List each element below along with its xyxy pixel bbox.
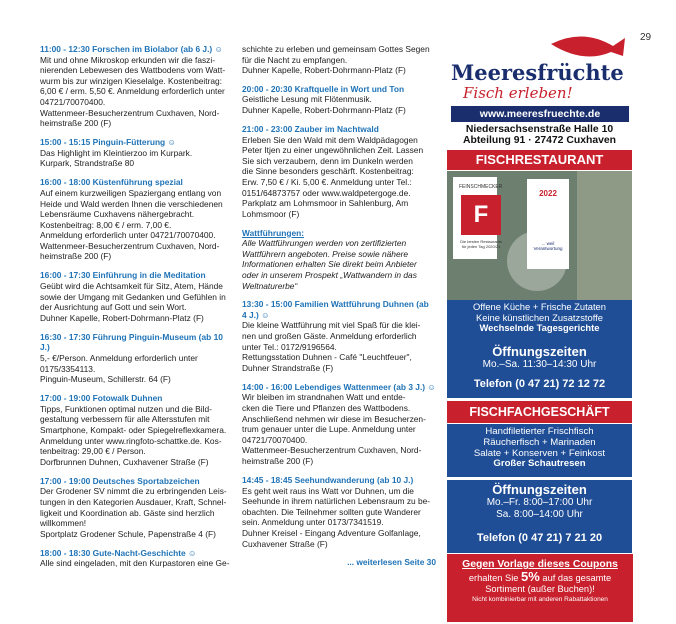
event-entry: [40, 270, 230, 323]
shop-line: Räucherfisch + Marinaden: [483, 436, 596, 448]
hours-line: Sa. 8:00–14:00 Uhr: [496, 509, 583, 520]
fish-icon: [551, 36, 625, 56]
discount-coupon: [447, 554, 633, 622]
shop-features: [447, 424, 632, 477]
coupon-pre: erhalten Sie: [468, 573, 519, 583]
event-title: 14:45 - 18:45 Seehundwanderung (ab 10 J.): [242, 474, 414, 485]
event-title: 18:00 - 18:30 Gute-Nacht-Geschichte ☺: [40, 547, 197, 558]
event-entry: [40, 393, 230, 467]
event-title: 15:00 - 15:15 Pinguin-Fütterung ☺: [40, 137, 177, 148]
event-description: Es geht weit raus ins Watt vor Duhnen, um die Seehunde in ihrem natürlichen Lebensraum zu be- obachten. Die Teilnehmer sollten gute Wanderer sein. Anmeldung unter 0173/7341519. Duhner Kreisel - Eingang Adventure Golfanlage, Cuxhavener Straße (F): [242, 485, 431, 549]
event-title: 16:30 - 17:30 Führung Pinguin-Museum (ab 10 J.): [40, 331, 223, 353]
event-title: 13:30 - 15:00 Familien Wattführung Duhnen (ab 4 J.) ☺: [242, 299, 429, 320]
event-description: Mit und ohne Mikroskop erkunden wir die faszi- nierenden Lebewesen des Wattbodens vom Watt- wurm bis zur winzigen Kieselalge. Kostenbeitrag: 6,00 € / erm. 5,50 €. Anmeldung erforderlich unter 04721/70070400. Wattenmeer-Besucherzentrum Cuxhaven, Nord- heimstraße 200 (F): [40, 54, 226, 129]
event-title: 21:00 - 23:00 Zauber im Nachtwald: [242, 123, 379, 134]
shop-hours: [447, 480, 632, 553]
event-entry: [40, 476, 230, 540]
event-description: Alle sind eingeladen, mit den Kurpastoren eine Ge-: [40, 558, 230, 569]
coupon-line-2: Sortiment (außer Buchen)!: [485, 584, 595, 594]
hours-heading: Öffnungszeiten: [492, 344, 587, 359]
event-description: Tipps, Funktionen optimal nutzen und die Bild- gestaltung verbessern für alle Altersstufen mit Smartphone, Kompakt- oder Spiegelreflexkamera. Anmeldung unter www.ringfoto-schattke.de. Kos- tenbeitrag: 29,00 € / Person. Dorfbrunnen Duhnen, Cuxhavener Straße (F): [40, 403, 227, 467]
event-title: 14:00 - 16:00 Lebendiges Wattenmeer (ab 3 J.) ☺: [242, 381, 436, 392]
feinschmecker-f-icon: F: [461, 195, 501, 235]
event-entry: [40, 548, 230, 569]
watt-section-intro: Alle Wattführungen werden von zertifizierten Wattführern angeboten. Preise sowie nähere Informationen erhalten Sie direkt beim Anbieter oder in unserem Prospekt „Wattwandern in das Weltnaturerbe“: [242, 238, 417, 291]
coupon-post: auf das gesamte: [542, 573, 612, 583]
event-description: Auf einem kurzweiligen Spaziergang entlang von Heide und Wald werden Ihnen die verschiedenen Lebensräume Cuxhavens nähergebracht. Kostenbeitrag: 8,00 € / erm. 7,00 €. Anmeldung erforderlich unter 04721/70070400. Wattenmeer-Besucherzentrum Cuxhaven, Nord- heimstraße 200 (F): [40, 187, 223, 262]
plant-shape: [577, 171, 632, 300]
address-line-1: Niedersachsenstraße Halle 10: [465, 124, 614, 135]
award-badge: [527, 179, 569, 269]
shop-line: Handfiletierter Frischfisch: [485, 426, 594, 437]
event-entry: [242, 124, 436, 219]
feinschmecker-label: FEINSCHMECKER: [459, 184, 503, 190]
coupon-heading: Gegen Vorlage dieses Coupons: [462, 559, 618, 570]
hours-line: Mo.–Fr. 8:00–17:00 Uhr: [486, 497, 593, 508]
event-entry: [40, 137, 230, 169]
restaurant-hours: [447, 342, 632, 398]
event-description: Geübt wird die Achtsamkeit für Sitz, Atem, Hände sowie der Umgang mit Gedanken und Gefühlen in der Ausrichtung auf Gott und sein Wort. Duhner Kapelle, Robert-Dohrmann-Platz (F): [40, 281, 226, 323]
feature-line: Keine künstlichen Zusatzstoffe: [476, 311, 603, 323]
event-description: Der Grodener SV nimmt die zu erbringenden Leis- tungen in den Kategorien Ausdauer, Kraft, Schnel- ligkeit und Koordination ab. Gäste sind herzlich willkommen! Sportplatz Grodener Schule, Papenstraße 4 (F): [40, 486, 227, 539]
coupon-fineprint: Nicht kombinierbar mit anderen Rabattaktionen: [472, 596, 608, 603]
event-title: 11:00 - 12:30 Forschen im Biolabor (ab 6 J.) ☺: [40, 44, 224, 54]
watt-section-heading: Wattführungen:: [242, 227, 305, 238]
continue-reading-link[interactable]: ... weiterlesen Seite 30: [347, 557, 436, 568]
event-entry: [40, 177, 230, 262]
events-column-1: [40, 44, 230, 577]
feinschmecker-sub: Die besten Restaurants für jeden Tag 2020/21: [460, 239, 502, 249]
event-entry: [242, 84, 436, 116]
award-note: ... weil Verantwortung: [533, 241, 563, 251]
coupon-percent: 5%: [521, 569, 540, 584]
address: [447, 124, 632, 146]
event-title: 16:00 - 17:30 Einführung in die Meditation: [40, 270, 206, 281]
events-column-2: [242, 44, 436, 568]
event-entry: [242, 475, 436, 549]
event-title: 17:00 - 19:00 Fotowalk Duhnen: [40, 393, 163, 404]
website-url[interactable]: www.meeresfruechte.de: [451, 106, 629, 122]
meeresfruechte-advertisement: [443, 34, 636, 624]
address-line-2: Abteilung 91 · 27472 Cuxhaven: [462, 135, 617, 146]
meeresfruechte-logo: [443, 34, 636, 104]
restaurant-photo: [447, 171, 632, 300]
event-title: 17:00 - 19:00 Deutsches Sportabzeichen: [40, 475, 200, 486]
event-continuation: schichte zu erleben und gemeinsam Gottes Segen für die Nacht zu empfangen. Duhner Kapelle, Robert-Dohrmann-Platz (F): [242, 44, 430, 76]
event-description: Die kleine Wattführung mit viel Spaß für die klei- nen und großen Gäste. Anmeldung erforderlich unter Tel.: 0172/9196564. Rettungsstation Duhnen - Café "Leuchtfeuer", Duhner Strandstraße (F): [242, 320, 421, 373]
event-description: Wir bleiben im strandnahen Watt und entde- cken die Tiere und Pflanzen des Wattbodens. Anschließend nehmen wir diese im Besucherzen- trum genauer unter die Lupe. Anmeldung unter 04721/70070400. Wattenmeer-Besucherzentrum Cuxhaven, Nord- heimstraße 200 (F): [242, 392, 426, 466]
restaurant-features: [447, 300, 632, 342]
shop-phone: Telefon (0 47 21) 7 21 20: [476, 532, 603, 544]
feature-highlight: Wechselnde Tagesgerichte: [479, 322, 600, 333]
event-entry: [40, 44, 230, 129]
event-description: Das Highlight im Kleintierzoo im Kurpark. Kurpark, Strandstraße 80: [40, 147, 193, 169]
event-description: Geistliche Lesung mit Flötenmusik. Duhner Kapelle, Robert-Dohrmann-Platz (F): [242, 94, 406, 115]
feinschmecker-logo: [453, 177, 503, 259]
event-entry: [40, 332, 230, 385]
event-entry: [242, 382, 436, 467]
hours-line: Mo.–Sa. 11:30–14:30 Uhr: [482, 359, 597, 370]
event-description: 5,- €/Person. Anmeldung erforderlich unter 0175/3354113. Pinguin-Museum, Schillerstr. 64 (F): [40, 353, 198, 385]
shop-label: FISCHFACHGESCHÄFT: [447, 401, 632, 423]
page-number: 29: [640, 32, 652, 43]
restaurant-label: FISCHRESTAURANT: [447, 150, 632, 170]
brand-name: Meeresfrüchte: [451, 60, 624, 85]
hours-heading: Öffnungszeiten: [492, 482, 587, 497]
event-entry: [242, 299, 436, 373]
event-description: Erleben Sie den Wald mit dem Waldpädagogen Peter Itjen zu einer ungewöhnlichen Zeit. Lassen Sie sich verzaubern, denn im Dunkeln werden die Sinne besonders geschärft. Kostenbeitrag: Erw. 7,50 € / Ki. 5,00 €. Anmeldung unter Tel.: 0151/64873757 oder www.waldpetergoge.de. Parkplatz am Lohmsmoor in Sahlenburg, Am Lohmsmoor (F): [242, 134, 424, 219]
shop-highlight: Großer Schautresen: [493, 458, 586, 470]
feature-line: Offene Küche + Frische Zutaten: [473, 301, 606, 312]
restaurant-phone: Telefon (0 47 21) 72 12 72: [473, 378, 606, 390]
shop-line: Salate + Konserven + Feinkost: [473, 447, 606, 459]
event-title: 20:00 - 20:30 Kraftquelle in Wort und Ton: [242, 83, 405, 94]
event-title: 16:00 - 18:00 Küstenführung spezial: [40, 177, 183, 188]
coupon-offer: [449, 571, 631, 584]
brand-slogan: Fisch erleben!: [463, 84, 573, 102]
award-year: 2022: [539, 189, 557, 198]
